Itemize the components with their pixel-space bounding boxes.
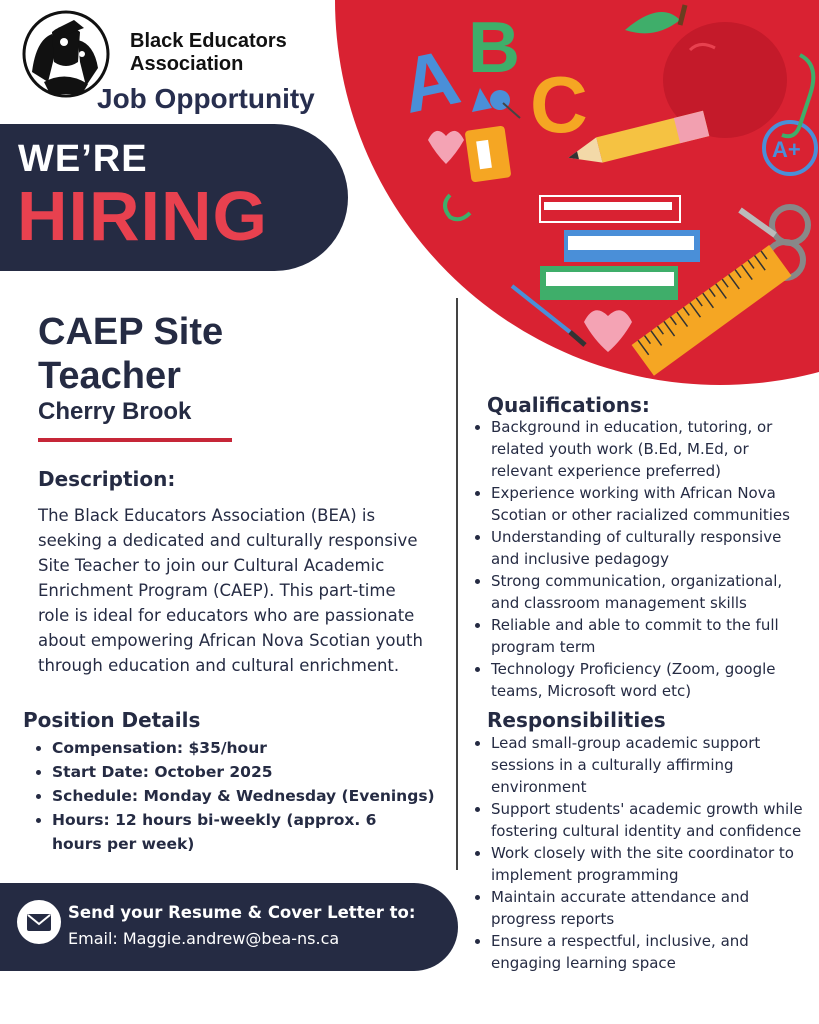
position-detail-item: • Compensation: $35/hour <box>52 736 472 760</box>
qualification-item: • Technology Proficiency (Zoom, google teams, Microsoft word etc) <box>491 658 809 702</box>
job-opportunity-heading: Job Opportunity <box>97 83 315 114</box>
letter-c: C <box>530 60 588 149</box>
qualification-item: • Strong communication, organizational, and classroom management skills <box>491 570 809 614</box>
org-name-line2: Association <box>130 53 244 75</box>
heart-icon <box>428 131 464 164</box>
letter-b: B <box>468 8 520 88</box>
title-underline <box>38 438 232 442</box>
qualifications-list <box>473 416 809 702</box>
responsibilities-list <box>473 732 809 974</box>
job-location: Cherry Brook <box>38 398 192 425</box>
qualification-item: • Experience working with African Nova Scotian or other racialized communities <box>491 482 809 526</box>
org-name-line1: Black Educators <box>130 30 287 52</box>
pushpin-icon <box>472 88 520 118</box>
were-text: WE’RE <box>18 138 148 180</box>
responsibility-item: • Support students' academic growth while fostering cultural identity and confidence <box>491 798 809 842</box>
organization-name <box>130 30 287 76</box>
qualification-item: • Reliable and able to commit to the full program term <box>491 614 809 658</box>
sharpener-icon <box>465 125 512 182</box>
description-line: Site Teacher to join our Cultural Academic <box>38 556 385 575</box>
job-title-line2: Teacher <box>38 355 181 397</box>
contact-email[interactable]: Email: Maggie.andrew@bea-ns.ca <box>68 929 340 948</box>
school-supplies-illustration <box>380 0 819 400</box>
contact-heading: Send your Resume & Cover Letter to: <box>68 903 416 922</box>
position-detail-item: • Start Date: October 2025 <box>52 760 472 784</box>
job-title <box>38 310 418 398</box>
grade-badge-icon <box>764 122 816 174</box>
description-heading: Description: <box>38 467 176 491</box>
ruler-icon <box>632 245 792 376</box>
qualifications-heading: Qualifications: <box>487 393 650 417</box>
responsibility-item: • Maintain accurate attendance and progress reports <box>491 886 809 930</box>
books-stack-icon <box>540 196 700 300</box>
responsibilities-heading: Responsibilities <box>487 708 666 732</box>
contact-banner <box>0 883 458 971</box>
apple-icon <box>625 5 787 138</box>
responsibility-item: • Lead small-group academic support sessions in a culturally affirming environment <box>491 732 809 798</box>
position-detail-item: • Hours: 12 hours bi-weekly (approx. 6 hours per week) <box>52 808 412 856</box>
clip-icon <box>445 195 470 219</box>
position-detail-item: • Schedule: Monday & Wednesday (Evenings) <box>52 784 472 808</box>
position-details-heading: Position Details <box>23 708 201 732</box>
hiring-text: HIRING <box>17 177 268 255</box>
description-line: seeking a dedicated and culturally responsive <box>38 531 418 550</box>
description-line: The Black Educators Association (BEA) is <box>38 506 376 525</box>
description-line: through education and cultural enrichment. <box>38 656 400 675</box>
responsibility-item: • Work closely with the site coordinator to implement programming <box>491 842 809 886</box>
letter-a: A <box>393 32 468 130</box>
description-text <box>38 503 450 678</box>
qualification-item: • Background in education, tutoring, or related youth work (B.Ed, M.Ed, or relevant experience preferred) <box>491 416 809 482</box>
description-line: role is ideal for educators who are passionate <box>38 606 415 625</box>
position-details-list <box>25 736 472 856</box>
responsibility-item: • Ensure a respectful, inclusive, and engaging learning space <box>491 930 809 974</box>
mail-icon <box>17 900 61 944</box>
job-title-line1: CAEP Site <box>38 311 224 353</box>
description-line: about empowering African Nova Scotian youth <box>38 631 423 650</box>
svg-text:A+: A+ <box>772 137 801 162</box>
qualification-item: • Understanding of culturally responsive and inclusive pedagogy <box>491 526 809 570</box>
heart-pink-icon <box>584 310 632 352</box>
description-line: Enrichment Program (CAEP). This part-time <box>38 581 396 600</box>
